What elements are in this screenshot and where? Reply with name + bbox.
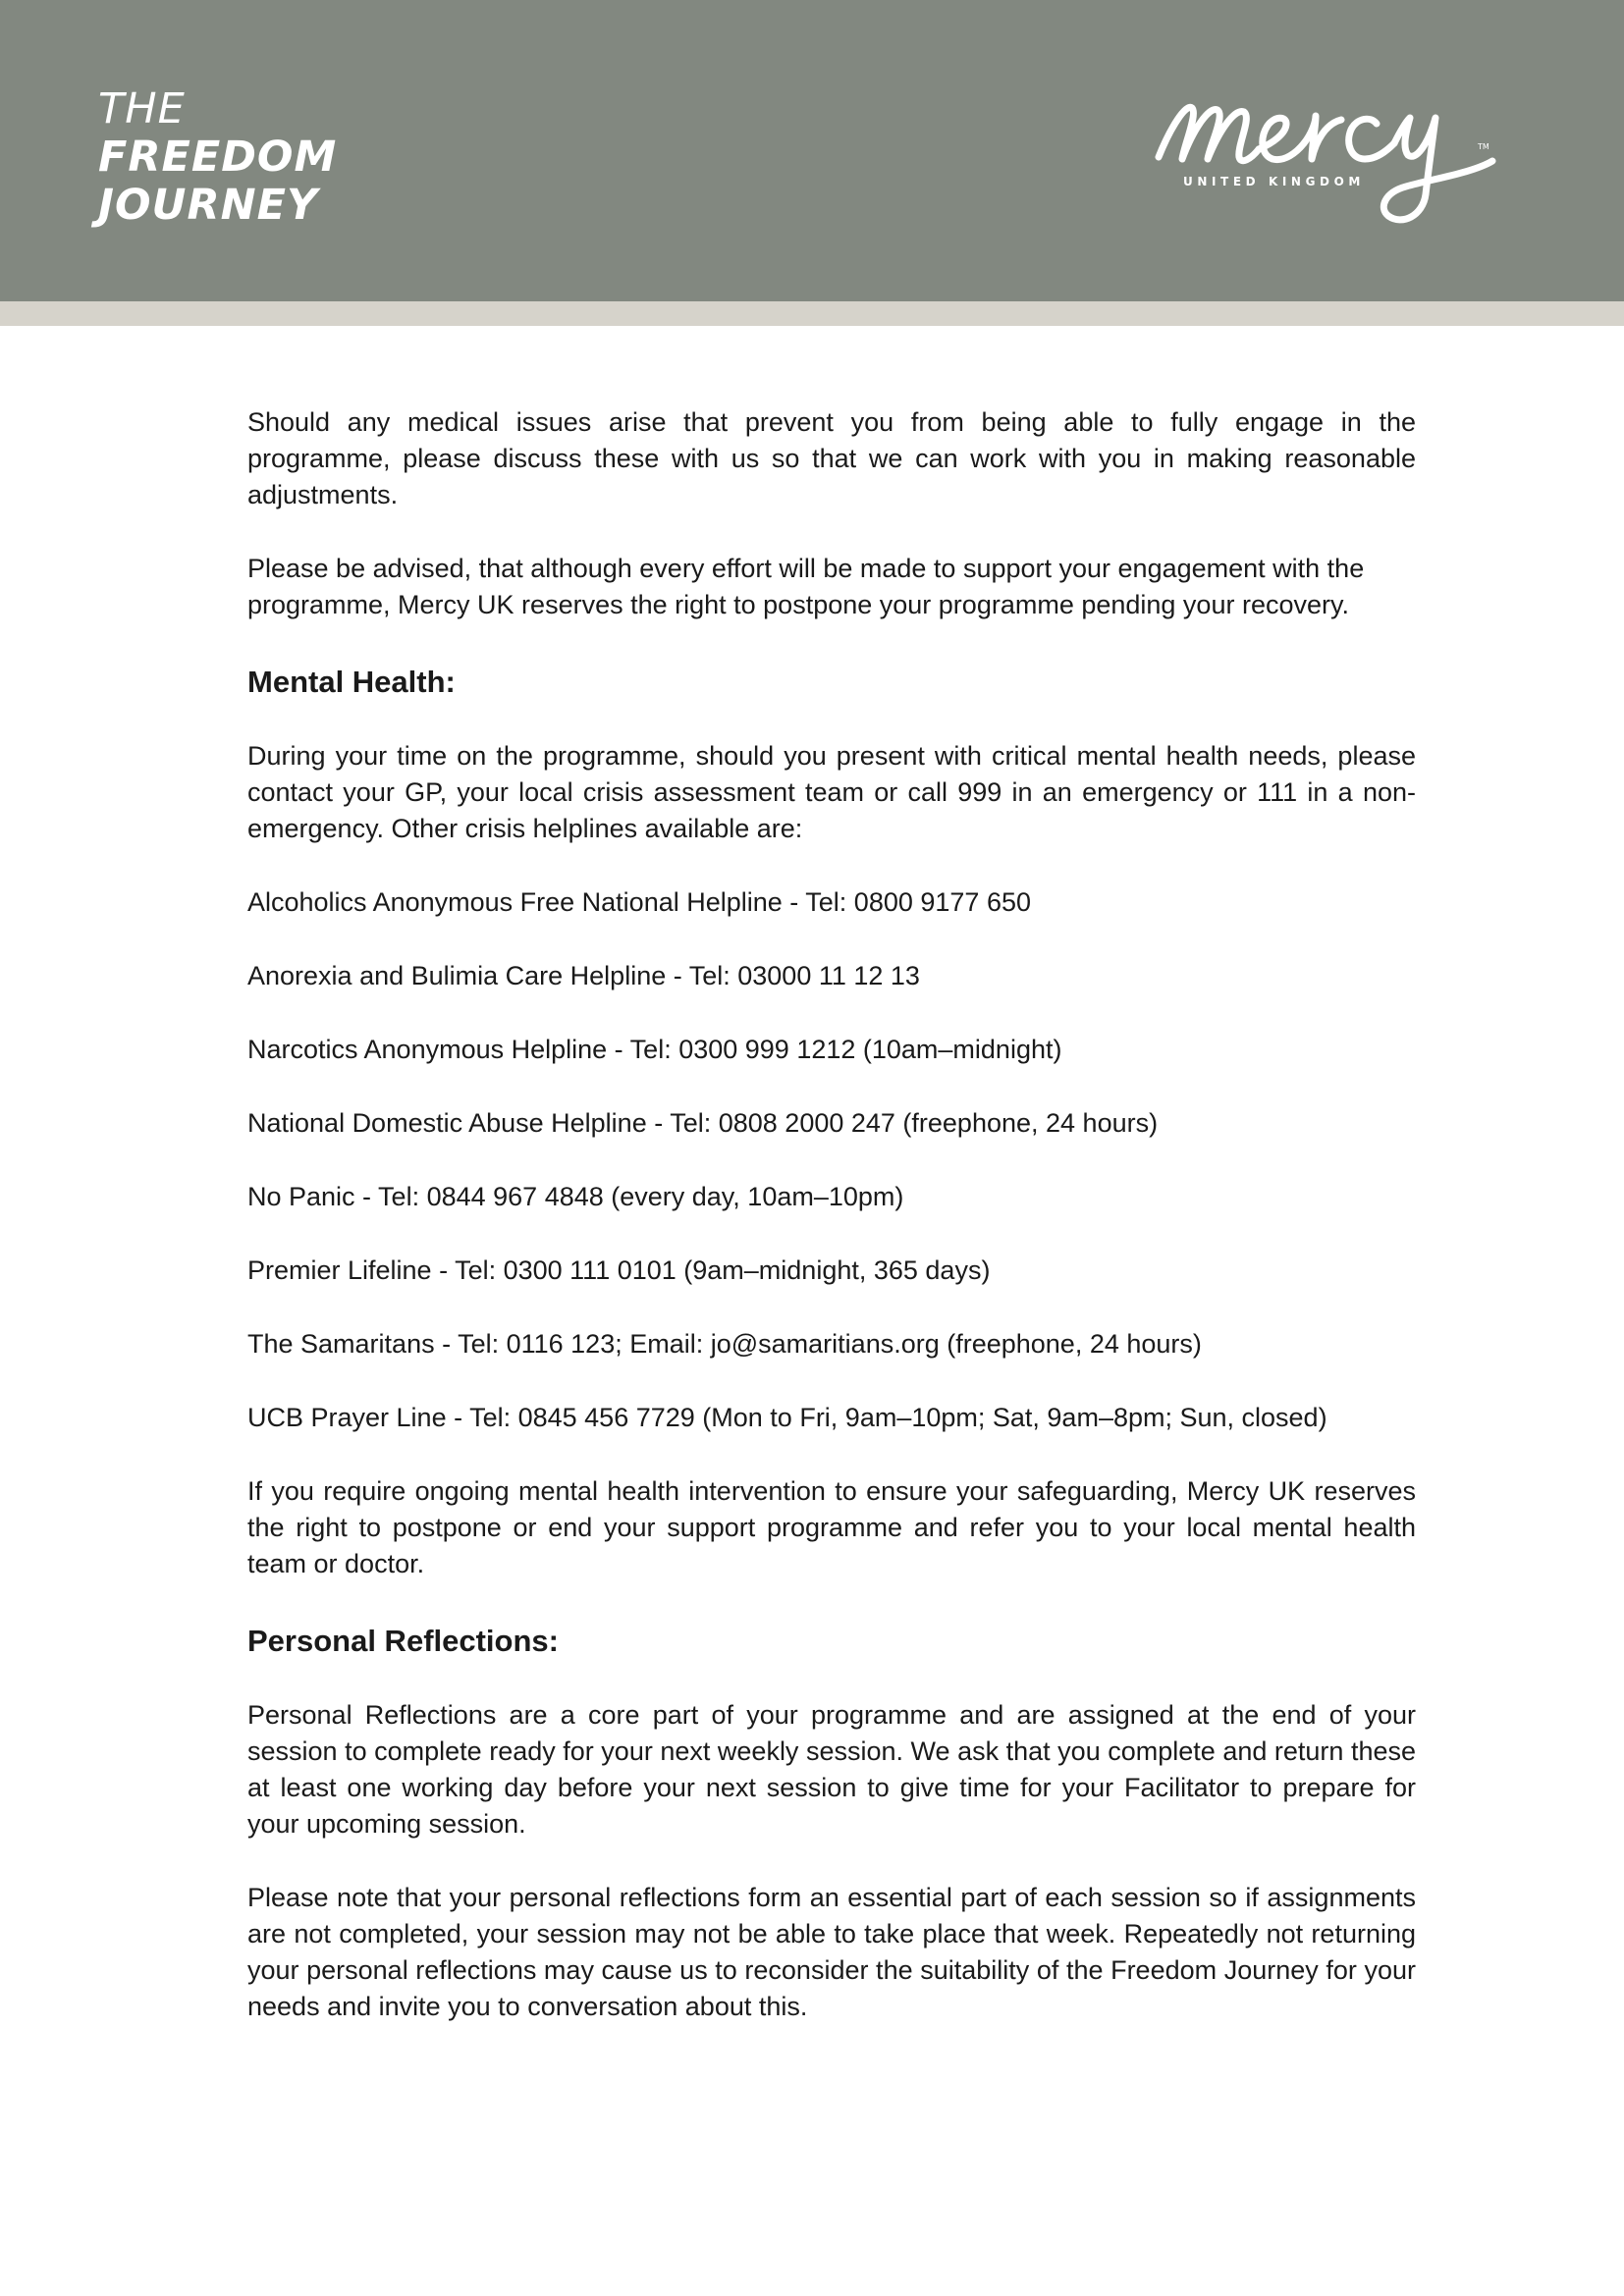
logo-line-freedom: FREEDOM [98,133,338,182]
helpline-item: No Panic - Tel: 0844 967 4848 (every day, 10am–10pm) [247,1182,904,1211]
personal-reflections-paragraph-1: Personal Reflections are a core part of your programme and are assigned at the end of your session to complete ready for your next weekly session. We ask that you complete and return these at least one working day before your next session to give time for your Facilitator to prepare for your upcoming session. [247,1700,1416,1839]
header-band [0,0,1624,301]
logo-line-journey: JOURNEY [98,181,319,230]
intro-paragraph-1: Should any medical issues arise that prevent you from being able to fully engage in the programme, please discuss these with us so that we can work with you in making reasonable adjustments. [247,407,1416,509]
trademark-mark: TM [1478,142,1489,151]
mercy-tagline: UNITED KINGDOM [1183,175,1365,188]
document-body [247,404,1416,2025]
helpline-item: The Samaritans - Tel: 0116 123; Email: jo@samaritians.org (freephone, 24 hours) [247,1329,1202,1359]
mental-health-intro: During your time on the programme, should you present with critical mental health needs, please contact your GP, your local crisis assessment team or call 999 in an emergency or 111 in a non-emergency. Other crisis helplines available are: [247,741,1416,843]
helpline-item: National Domestic Abuse Helpline - Tel: 0808 2000 247 (freephone, 24 hours) [247,1108,1159,1138]
freedom-journey-logo [98,84,338,233]
mercy-logo [1149,88,1542,236]
mental-health-heading: Mental Health: [247,665,456,699]
helpline-item: UCB Prayer Line - Tel: 0845 456 7729 (Mon to Fri, 9am–10pm; Sat, 9am–8pm; Sun, closed) [247,1403,1327,1432]
helpline-item: Narcotics Anonymous Helpline - Tel: 0300 999 1212 (10am–midnight) [247,1035,1062,1064]
mercy-wordmark-icon [1149,88,1542,236]
helpline-item: Premier Lifeline - Tel: 0300 111 0101 (9am–midnight, 365 days) [247,1255,991,1285]
helpline-item: Alcoholics Anonymous Free National Helpline - Tel: 0800 9177 650 [247,887,1031,917]
personal-reflections-paragraph-2: Please note that your personal reflections form an essential part of each session so if assignments are not completed, your session may not be able to take place that week. Repeatedly not returning your personal reflections may cause us to reconsider the suitability of the Freedom Journey for your needs and invite you to conversation about this. [247,1883,1416,2021]
intro-paragraph-2: Please be advised, that although every effort will be made to support your engagement with the programme, Mercy UK reserves the right to postpone your programme pending your recovery. [247,554,1365,619]
personal-reflections-heading: Personal Reflections: [247,1624,559,1658]
mental-health-closing: If you require ongoing mental health intervention to ensure your safeguarding, Mercy UK reserves the right to postpone or end your support programme and refer you to your local mental health team or doctor. [247,1476,1416,1578]
header-stripe [0,301,1624,326]
helpline-item: Anorexia and Bulimia Care Helpline - Tel: 03000 11 12 13 [247,961,920,990]
logo-line-the: THE [98,84,186,133]
